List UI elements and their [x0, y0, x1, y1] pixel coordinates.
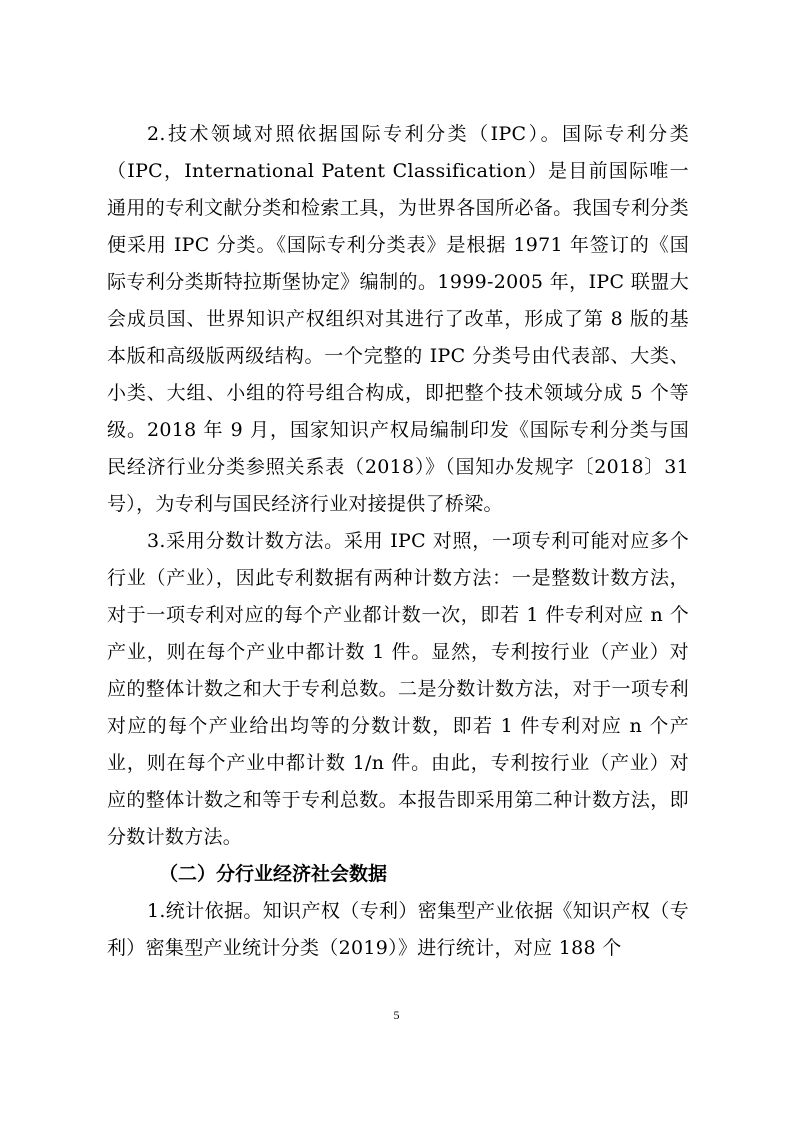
page-number: 5: [393, 1008, 400, 1022]
paragraph-fractional-counting: 3.采用分数计数方法。采用 IPC 对照，一项专利可能对应多个行业（产业），因此专利数据有两种计数方法：一是整数计数方法，对于一项专利对应的每个产业都计数一次，即若 1 件专利对应 n 个产业，则在每个产业中都计数 1 件。显然，专利按行业（产业）对应的整体计数之和大于专利总数。二是分数计数方法，对于一项专利对应的每个产业给出均等的分数计数，即若 1 件专利对应 n 个产业，则在每个产业中都计数 1/n 件。由此，专利按行业（产业）对应的整体计数之和等于专利总数。本报告即采用第二种计数方法，即分数计数方法。: [107, 530, 689, 848]
body-text: [107, 116, 689, 967]
paragraph-ipc-classification: 2.技术领域对照依据国际专利分类（IPC）。国际专利分类（IPC，International Patent Classification）是目前国际唯一通用的专利文献分类和检索工具，为世界各国所必备。我国专利分类便采用 IPC 分类。《国际专利分类表》是根据 1971 年签订的《国际专利分类斯特拉斯堡协定》编制的。1999-2005 年，IPC 联盟大会成员国、世界知识产权组织对其进行了改革，形成了第 8 版的基本版和高级版两级结构。一个完整的 IPC 分类号由代表部、大类、小类、大组、小组的符号组合构成，即把整个技术领域分成 5 个等级。2018 年 9 月，国家知识产权局编制印发《国际专利分类与国民经济行业分类参照关系表（2018）》（国知办发规字〔2018〕31 号），为专利与国民经济行业对接提供了桥梁。: [107, 123, 689, 515]
section-heading: （二）分行业经济社会数据: [159, 863, 388, 885]
paragraph-statistical-basis: 1.统计依据。知识产权（专利）密集型产业依据《知识产权（专利）密集型产业统计分类（2019）》进行统计，对应 188 个: [107, 900, 689, 959]
